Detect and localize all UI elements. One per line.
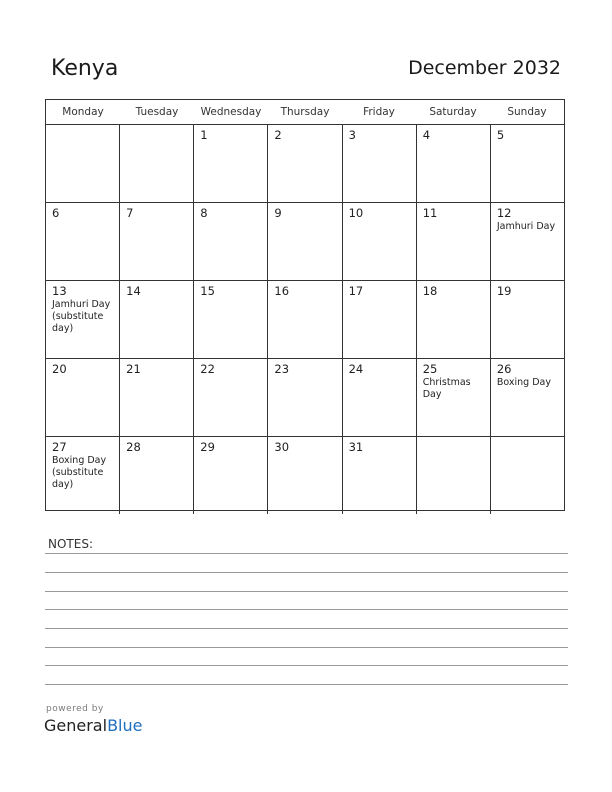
day-cell xyxy=(268,437,342,514)
day-number: 19 xyxy=(496,284,512,298)
day-cell xyxy=(417,203,491,280)
day-cell xyxy=(120,359,194,436)
day-number: 7 xyxy=(126,206,134,220)
day-cell xyxy=(343,203,417,280)
day-number: 3 xyxy=(348,128,356,142)
logo-blue: Blue xyxy=(107,716,143,735)
day-cell xyxy=(491,203,564,280)
weekday-thursday: Thursday xyxy=(280,106,330,118)
day-cell xyxy=(46,125,120,202)
weekday-header xyxy=(46,100,564,125)
day-number: 20 xyxy=(52,362,67,376)
day-cell xyxy=(194,125,268,202)
day-cell xyxy=(343,125,417,202)
holiday-label: Jamhuri Day xyxy=(496,221,556,232)
day-number: 9 xyxy=(274,206,282,220)
notes-line xyxy=(45,553,568,554)
day-number: 29 xyxy=(200,440,215,454)
weekday-wednesday: Wednesday xyxy=(200,106,262,118)
day-cell xyxy=(417,437,491,514)
day-cell xyxy=(268,281,342,358)
day-cell xyxy=(417,125,491,202)
weekday-tuesday: Tuesday xyxy=(135,106,179,118)
day-number: 8 xyxy=(200,206,208,220)
month-title: December 2032 xyxy=(408,57,561,79)
day-cell xyxy=(491,125,564,202)
day-number: 30 xyxy=(274,440,290,454)
week-row xyxy=(46,125,564,203)
day-cell xyxy=(194,359,268,436)
day-number: 13 xyxy=(52,284,67,298)
day-cell xyxy=(194,203,268,280)
generalblue-logo xyxy=(44,716,142,735)
notes-line xyxy=(45,572,568,573)
day-number: 25 xyxy=(422,362,438,376)
day-number: 16 xyxy=(274,284,290,298)
day-number: 15 xyxy=(200,284,215,298)
holiday-label: Christmas Day xyxy=(422,377,471,400)
week-row xyxy=(46,437,564,514)
day-cell xyxy=(268,203,342,280)
day-number: 2 xyxy=(274,128,282,142)
day-number: 26 xyxy=(496,362,512,376)
day-number: 12 xyxy=(496,206,512,220)
week-row xyxy=(46,281,564,359)
country-title: Kenya xyxy=(51,56,119,81)
day-cell xyxy=(120,281,194,358)
notes-line xyxy=(45,684,568,685)
holiday-label: Boxing Day xyxy=(496,377,551,388)
notes-line xyxy=(45,628,568,629)
day-cell xyxy=(491,437,564,514)
day-cell xyxy=(120,203,194,280)
day-cell xyxy=(46,437,120,514)
day-cell xyxy=(120,125,194,202)
day-cell xyxy=(491,359,564,436)
weekday-monday: Monday xyxy=(62,106,104,118)
day-cell xyxy=(46,281,120,358)
day-cell xyxy=(46,203,120,280)
week-row xyxy=(46,203,564,281)
day-cell xyxy=(46,359,120,436)
day-number: 4 xyxy=(422,128,431,142)
day-number: 17 xyxy=(348,284,364,298)
calendar-grid xyxy=(45,99,565,511)
day-cell xyxy=(194,437,268,514)
day-cell xyxy=(491,281,564,358)
day-number: 18 xyxy=(422,284,438,298)
notes-line xyxy=(45,591,568,592)
weekday-sunday: Sunday xyxy=(507,106,547,118)
day-number: 5 xyxy=(496,128,505,142)
day-cell xyxy=(120,437,194,514)
day-number: 22 xyxy=(200,362,215,376)
day-number: 10 xyxy=(348,206,364,220)
weekday-saturday: Saturday xyxy=(429,106,477,118)
day-number: 23 xyxy=(274,362,290,376)
weeks-container xyxy=(46,125,564,514)
day-cell xyxy=(343,359,417,436)
day-number: 24 xyxy=(348,362,364,376)
day-cell xyxy=(343,281,417,358)
powered-by-text: powered by xyxy=(46,704,104,714)
day-number: 1 xyxy=(200,128,208,142)
day-number: 28 xyxy=(126,440,141,454)
weekday-friday: Friday xyxy=(363,106,395,118)
holiday-label: Boxing Day (substitute day) xyxy=(52,455,107,490)
holiday-label: Jamhuri Day (substitute day) xyxy=(52,299,111,334)
day-cell xyxy=(417,359,491,436)
day-cell xyxy=(417,281,491,358)
day-number: 31 xyxy=(348,440,364,454)
day-cell xyxy=(343,437,417,514)
notes-line xyxy=(45,665,568,666)
notes-label: NOTES: xyxy=(48,537,93,551)
week-row xyxy=(46,359,564,437)
day-number: 21 xyxy=(126,362,141,376)
day-number: 27 xyxy=(52,440,67,454)
day-number: 6 xyxy=(52,206,60,220)
notes-line xyxy=(45,647,568,648)
day-cell xyxy=(194,281,268,358)
logo-general: General xyxy=(44,716,108,735)
day-cell xyxy=(268,359,342,436)
day-cell xyxy=(268,125,342,202)
notes-line xyxy=(45,609,568,610)
day-number: 14 xyxy=(126,284,141,298)
day-number: 11 xyxy=(422,206,438,220)
